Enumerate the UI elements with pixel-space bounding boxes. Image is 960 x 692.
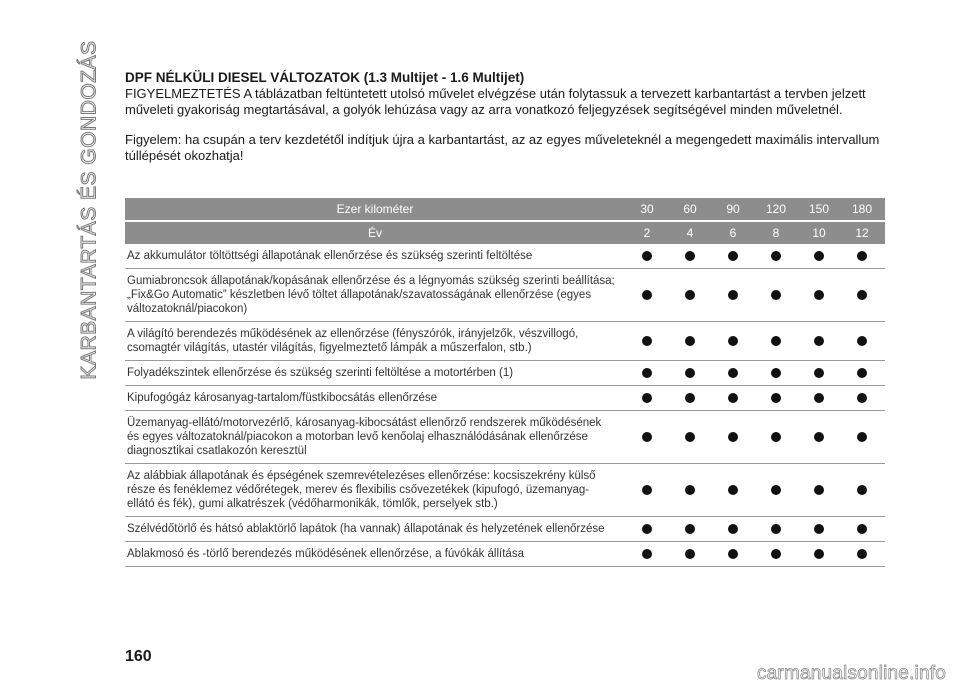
mark-cell [671,432,709,442]
year-header-cells [628,222,881,244]
row-marks [628,464,881,516]
km-header-cell: 150 [808,202,830,216]
table-row [125,464,885,517]
mark-cell [757,368,795,378]
check-dot-icon [771,368,781,378]
table-row [125,244,885,269]
mark-cell [714,290,752,300]
year-header-cell: 4 [686,226,694,240]
mark-cell [714,368,752,378]
check-dot-icon [642,290,652,300]
mark-cell [843,549,881,559]
check-dot-icon [857,432,867,442]
note-paragraph: Figyelem: ha csupán a terv kezdetétől indítjuk újra a karbantartást, az az egyes műveleteknél a megengedett maximális intervallum túllépését okozhatja! [125,132,880,163]
check-dot-icon [857,485,867,495]
row-description: Kipufogógáz károsanyag-tartalom/füstkibocsátás ellenőrzése [127,392,438,404]
mark-cell [843,290,881,300]
check-dot-icon [685,432,695,442]
mark-cell [628,251,666,261]
check-dot-icon [642,336,652,346]
check-dot-icon [771,290,781,300]
row-description: Szélvédőtörlő és hátsó ablaktörlő lapátok (ha vannak) állapotának és helyzetének ellenőrzése [127,523,605,535]
mark-cell [714,251,752,261]
mark-cell [843,485,881,495]
row-description: Az akkumulátor töltöttségi állapotának ellenőrzése és szükség szerinti feltöltése [127,250,533,262]
row-marks [628,361,881,385]
mark-cell [671,368,709,378]
check-dot-icon [685,336,695,346]
check-dot-icon [814,290,824,300]
check-dot-icon [814,432,824,442]
check-dot-icon [857,290,867,300]
mark-cell [671,393,709,403]
table-row [125,269,885,322]
check-dot-icon [728,432,738,442]
check-dot-icon [642,432,652,442]
check-dot-icon [857,368,867,378]
check-dot-icon [857,549,867,559]
mark-cell [843,432,881,442]
check-dot-icon [728,393,738,403]
row-description: Gumiabroncsok állapotának/kopásának ellenőrzése és a légnyomás szükség szerinti beállítása; „Fix&Go Automatic” készletben lévő töltet állapotának/szavatosságának ellenőrzése (egyes változatoknál/piacokon) [127,275,615,315]
mark-cell [757,549,795,559]
year-header-cell: 10 [812,226,826,240]
mark-cell [628,524,666,534]
check-dot-icon [857,524,867,534]
check-dot-icon [642,368,652,378]
mark-cell [843,368,881,378]
check-dot-icon [814,485,824,495]
row-marks [628,269,881,321]
check-dot-icon [685,524,695,534]
mark-cell [843,393,881,403]
mark-cell [843,251,881,261]
mark-cell [714,393,752,403]
check-dot-icon [814,393,824,403]
row-marks [628,244,881,268]
check-dot-icon [771,393,781,403]
km-header-cell: 90 [726,202,740,216]
check-dot-icon [728,549,738,559]
check-dot-icon [771,251,781,261]
mark-cell [671,524,709,534]
check-dot-icon [814,368,824,378]
table-row [125,322,885,361]
check-dot-icon [771,336,781,346]
km-header-cell: 60 [683,202,697,216]
row-description: Üzemanyag-ellátó/motorvezérlő, károsanyag-kibocsátást ellenőrző rendszerek működésének és egyes változatoknál/piacokon a motorban levő kenőolaj elhasználódásának ellenőrzése diagnosztikai csatlakozón keresztül [127,417,602,457]
check-dot-icon [642,251,652,261]
mark-cell [800,290,838,300]
check-dot-icon [728,336,738,346]
mark-cell [843,524,881,534]
mark-cell [800,336,838,346]
check-dot-icon [814,336,824,346]
check-dot-icon [771,432,781,442]
mark-cell [757,393,795,403]
section-side-title [72,40,108,380]
mark-cell [671,549,709,559]
check-dot-icon [814,549,824,559]
page-heading: DPF NÉLKÜLI DIESEL VÁLTOZATOK (1.3 Multijet - 1.6 Multijet) [125,70,525,85]
table-row [125,542,885,567]
km-header-cell: 180 [851,202,873,216]
mark-cell [714,524,752,534]
year-header-row [125,222,885,244]
check-dot-icon [771,549,781,559]
mark-cell [628,432,666,442]
mark-cell [757,485,795,495]
mark-cell [714,336,752,346]
check-dot-icon [771,485,781,495]
table-row [125,411,885,464]
mark-cell [757,251,795,261]
check-dot-icon [728,368,738,378]
mark-cell [714,549,752,559]
year-header-label: Év [367,226,382,240]
km-header-row [125,198,885,220]
check-dot-icon [642,485,652,495]
table-row [125,361,885,386]
check-dot-icon [685,290,695,300]
mark-cell [671,485,709,495]
mark-cell [800,368,838,378]
row-marks [628,517,881,541]
table-body [125,244,885,567]
mark-cell [628,368,666,378]
mark-cell [671,336,709,346]
check-dot-icon [642,549,652,559]
mark-cell [714,485,752,495]
check-dot-icon [728,485,738,495]
mark-cell [843,336,881,346]
page-number: 160 [125,648,152,665]
row-marks [628,542,881,566]
check-dot-icon [728,251,738,261]
check-dot-icon [857,393,867,403]
check-dot-icon [685,368,695,378]
check-dot-icon [728,290,738,300]
check-dot-icon [642,393,652,403]
table-row [125,386,885,411]
check-dot-icon [771,524,781,534]
mark-cell [628,290,666,300]
warning-paragraph: FIGYELMEZTETÉS A táblázatban feltüntetett utolsó művelet elvégzése után folytassuk a tervezett karbantartást a tervben jelzett műveleti gyakoriság megtartásával, a golyók lehúzása vagy az arra vonatkozó feljegyzések segítségével minden műveletnél. [125,86,866,117]
mark-cell [757,290,795,300]
mark-cell [757,524,795,534]
intro-section [125,70,885,164]
check-dot-icon [728,524,738,534]
km-header-cell: 30 [640,202,654,216]
mark-cell [628,549,666,559]
year-header-cell: 6 [729,226,737,240]
mark-cell [628,485,666,495]
km-header-label: Ezer kilométer [336,202,414,216]
km-header-cell: 120 [765,202,787,216]
check-dot-icon [642,524,652,534]
mark-cell [800,485,838,495]
row-marks [628,322,881,360]
maintenance-table [125,198,885,567]
table-row [125,517,885,542]
side-title-text: KARBANTARTÁS ÉS GONDOZÁS [78,40,101,380]
mark-cell [714,432,752,442]
check-dot-icon [685,393,695,403]
year-header-cell: 8 [772,226,780,240]
row-description: Az alábbiak állapotának és épségének szemrevételezéses ellenőrzése: kocsiszekrény külső része és fenéklemez védőrétegek, merev és flexibilis csővezetékek (kipufogó, üzemanyag-ellátó és fék), gumi alkatrészek (védőharmonikák, tömlők, perselyek stb.) [127,470,596,510]
row-marks [628,411,881,463]
mark-cell [800,251,838,261]
mark-cell [800,549,838,559]
mark-cell [757,432,795,442]
check-dot-icon [814,524,824,534]
mark-cell [800,524,838,534]
mark-cell [800,432,838,442]
mark-cell [757,336,795,346]
mark-cell [671,251,709,261]
row-description: A világító berendezés működésének az ellenőrzése (fényszórók, irányjelzők, vészvillogó, csomagtér világítás, utastér világítás, figyelmeztető lámpák a műszerfalon, stb.) [127,328,579,354]
row-description: Folyadékszintek ellenőrzése és szükség szerinti feltöltése a motortérben (1) [127,367,514,379]
check-dot-icon [685,549,695,559]
row-description: Ablakmosó és -törlő berendezés működésének ellenőrzése, a fúvókák állítása [127,548,524,560]
km-header-cells [628,198,881,220]
year-header-cell: 12 [855,226,869,240]
check-dot-icon [857,251,867,261]
check-dot-icon [685,251,695,261]
watermark: carmanualsonline.info [756,663,946,684]
mark-cell [671,290,709,300]
mark-cell [800,393,838,403]
check-dot-icon [857,336,867,346]
check-dot-icon [814,251,824,261]
check-dot-icon [685,485,695,495]
mark-cell [628,336,666,346]
row-marks [628,386,881,410]
mark-cell [628,393,666,403]
year-header-cell: 2 [643,226,651,240]
